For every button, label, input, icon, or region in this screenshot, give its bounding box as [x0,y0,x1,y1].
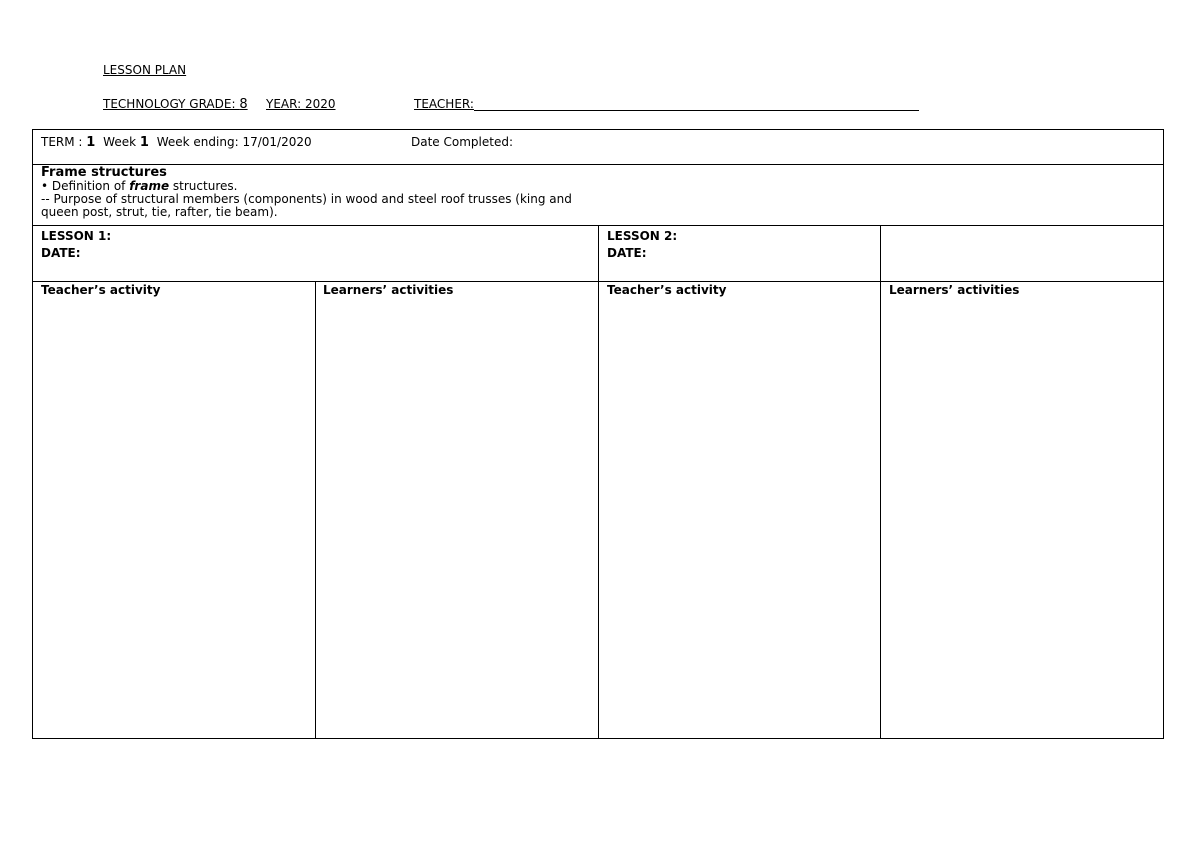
topic-line-2: -- Purpose of structural members (components) in wood and steel roof trusses (king and [41,192,572,206]
teacher-label: TEACHER: [414,97,474,111]
column-header-learners-activities-2: Learners’ activities [889,283,1020,297]
column-divider [315,281,316,738]
term-row [41,135,312,150]
week-label: Week [103,135,140,149]
column-header-learners-activities-1: Learners’ activities [323,283,454,297]
term-value: 1 [86,135,96,150]
topic-block [41,166,572,219]
column-divider [598,281,599,738]
date-completed-label: Date Completed: [411,135,513,149]
week-value: 1 [139,135,149,150]
topic-bullet: • Definition of frame structures. [41,179,238,193]
week-ending-label: Week ending: [156,135,239,149]
subject-grade [103,97,248,112]
grade-value: 8 [239,97,248,112]
column-header-teacher-activity-1: Teacher’s activity [41,283,161,297]
year-label: YEAR: 2020 [266,97,336,111]
lesson-plan-table [32,129,1164,739]
column-divider [880,225,881,281]
lesson-2-cell [607,229,677,260]
lesson-2-date: DATE: [607,246,647,260]
week-ending-value: 17/01/2020 [242,135,312,149]
column-divider [880,281,881,738]
row-divider [33,164,1163,165]
topic-bullet-emphasis: frame [129,179,170,193]
column-header-teacher-activity-2: Teacher’s activity [607,283,727,297]
lesson-1-cell [41,229,111,260]
document-title: LESSON PLAN [103,63,187,77]
column-divider [598,225,599,281]
lesson-2-label: LESSON 2: [607,229,678,243]
lesson-1-date: DATE: [41,246,81,260]
subject-label: TECHNOLOGY GRADE: [103,97,240,111]
topic-line-3: queen post, strut, tie, rafter, tie beam). [41,205,278,219]
topic-title: Frame structures [41,165,167,180]
term-label: TERM : [41,135,87,149]
lesson-1-label: LESSON 1: [41,229,112,243]
teacher-underline [474,110,919,111]
